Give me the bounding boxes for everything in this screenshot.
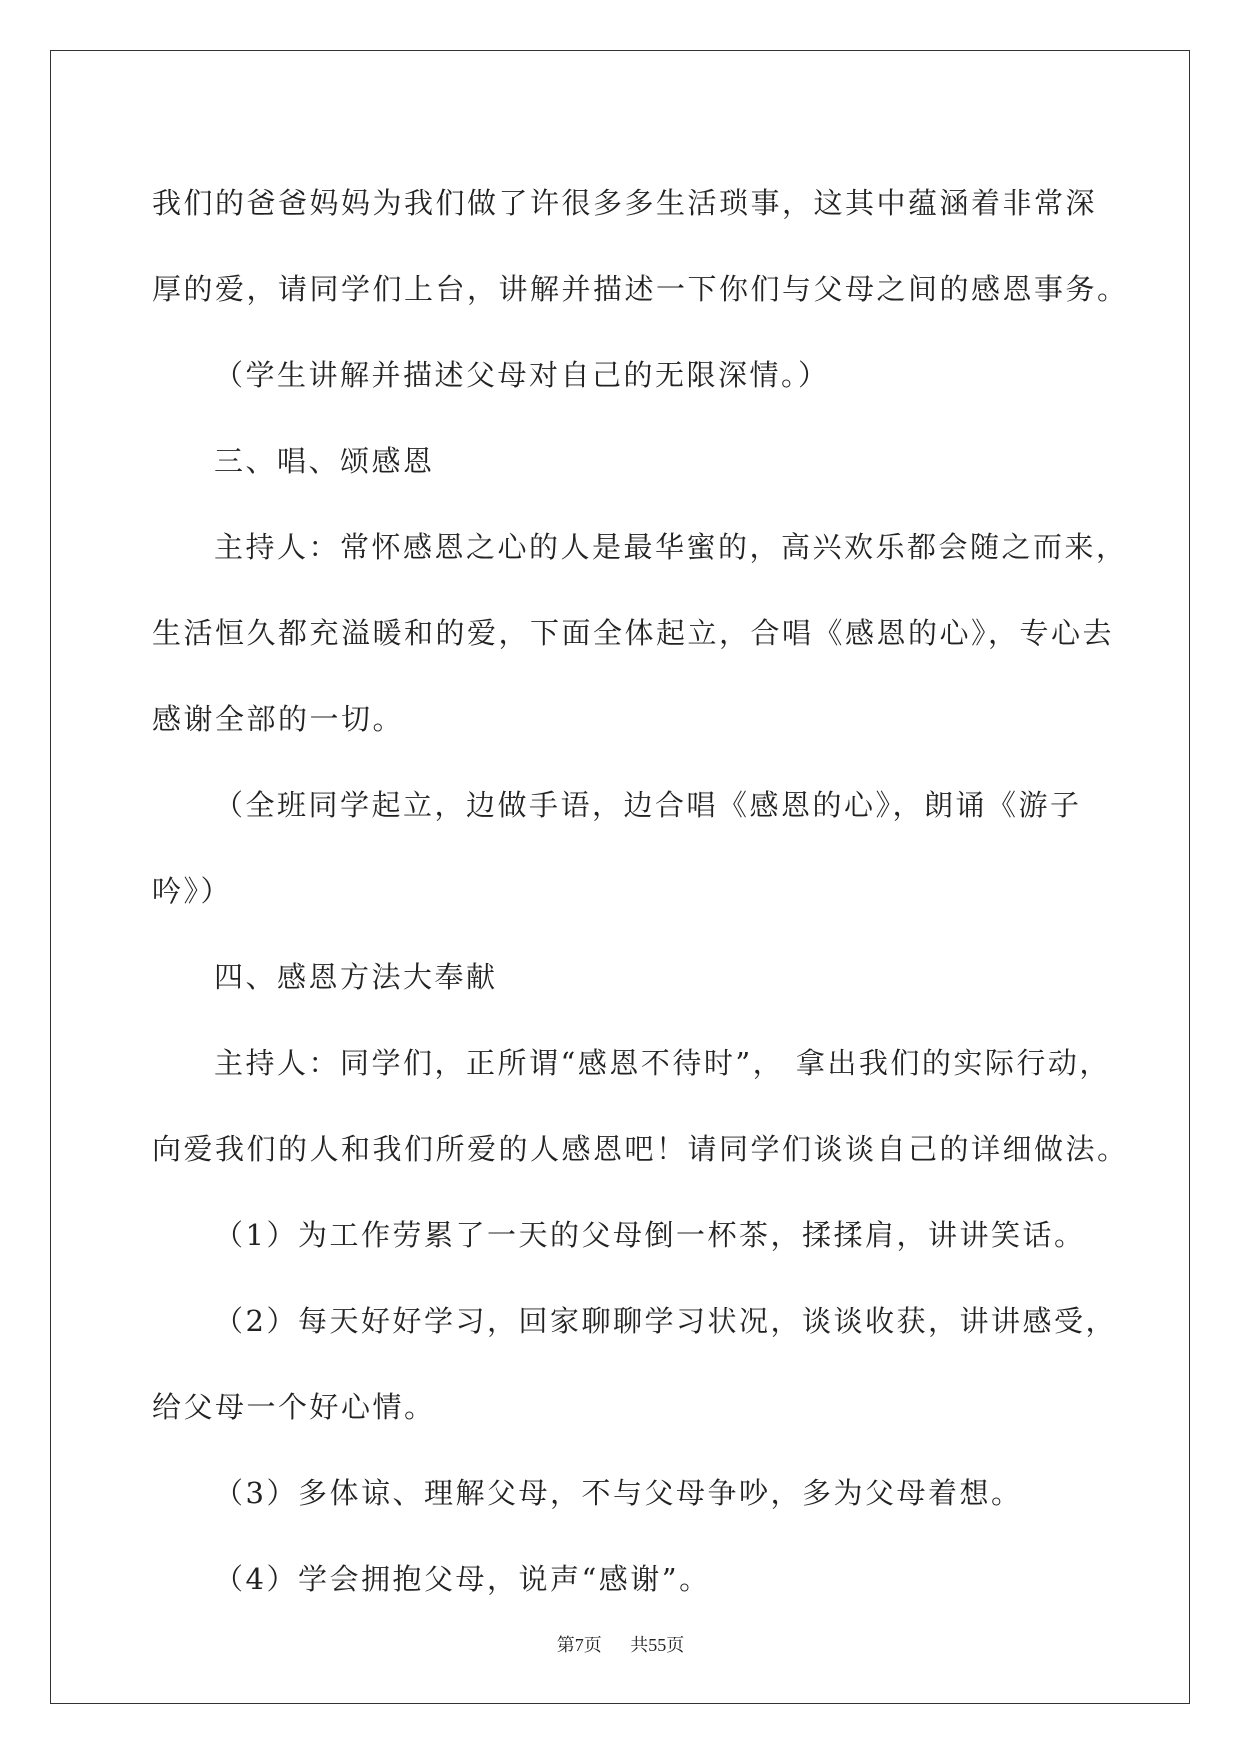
text-line: 厚的爱，请同学们上台，讲解并描述一下你们与父母之间的感恩事务。: [152, 272, 1129, 306]
text-line: （全班同学起立，边做手语，边合唱《感恩的心》，朗诵《游子: [214, 788, 1082, 822]
section-heading: 三、唱、颂感恩: [214, 444, 435, 478]
page-total: 共55页: [630, 1635, 685, 1655]
page-footer: [0, 1631, 1241, 1657]
text-line: 我们的爸爸妈妈为我们做了许很多多生活琐事，这其中蕴涵着非常深: [152, 186, 1098, 220]
document-body: [152, 160, 1129, 1622]
text-line: （学生讲解并描述父母对自己的无限深情。）: [214, 358, 830, 392]
text-line: 向爱我们的人和我们所爱的人感恩吧！请同学们谈谈自己的详细做法。: [152, 1132, 1129, 1166]
text-line: 给父母一个好心情。: [152, 1390, 436, 1424]
list-item: （2）每天好好学习，回家聊聊学习状况，谈谈收获，讲讲感受，: [214, 1304, 1117, 1338]
text-line: 主持人：同学们，正所谓“感恩不待时”， 拿出我们的实际行动，: [214, 1046, 1111, 1080]
text-line: 生活恒久都充溢暖和的爱，下面全体起立，合唱《感恩的心》，专心去: [152, 616, 1115, 650]
section-heading: 四、感恩方法大奉献: [214, 960, 498, 994]
list-item: （1）为工作劳累了一天的父母倒一杯茶，揉揉肩，讲讲笑话。: [214, 1218, 1086, 1252]
text-line: 主持人：常怀感恩之心的人是最华蜜的，高兴欢乐都会随之而来，: [214, 530, 1128, 564]
list-item: （3）多体谅、理解父母，不与父母争吵，多为父母着想。: [214, 1476, 1023, 1510]
page-number: 第7页: [556, 1635, 602, 1655]
list-item: （4）学会拥抱父母，说声“感谢”。: [214, 1562, 711, 1596]
text-line: 感谢全部的一切。: [152, 702, 405, 736]
text-line: 吟》）: [152, 874, 233, 908]
